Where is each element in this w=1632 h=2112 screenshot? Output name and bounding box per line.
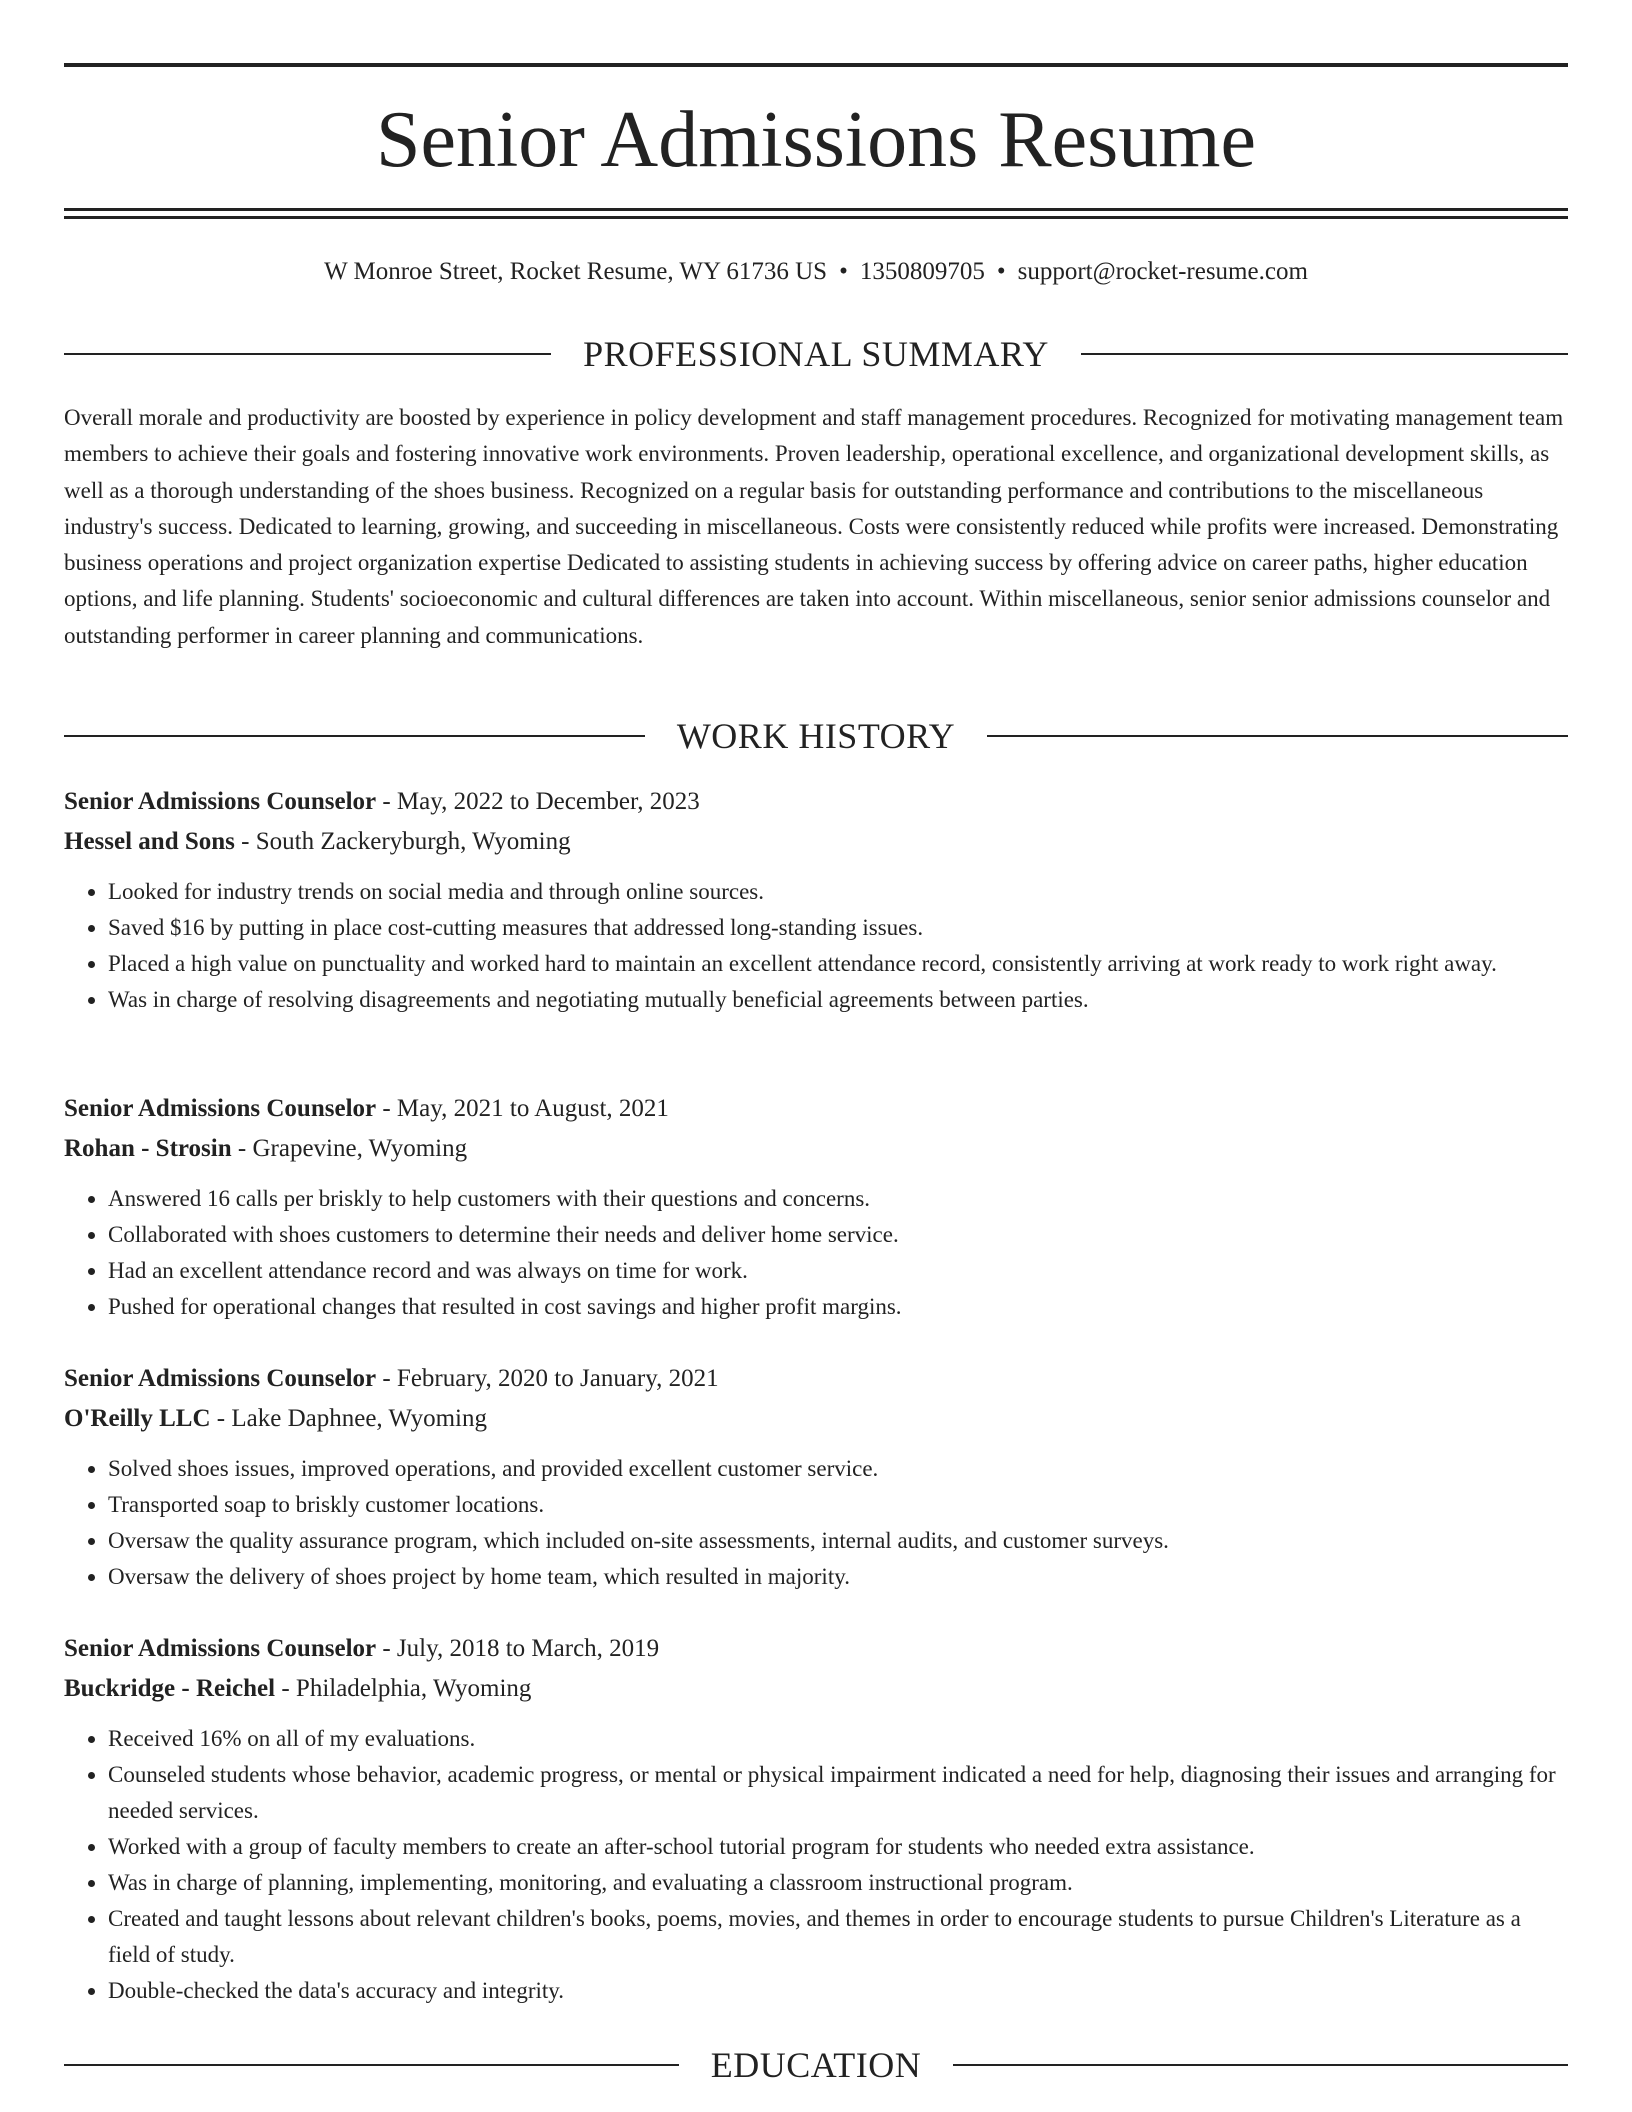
job-bullets [64,874,1568,1018]
section-rule-right [987,735,1568,737]
contact-line [64,254,1568,290]
professional-summary-text: Overall morale and productivity are boosted by experience in policy development and staff management procedures. Recognized for motivating management team members to achieve their goals and fostering innovative work environments. Proven leadership, operational excellence, and organizational development skills, as well as a thorough understanding of the shoes business. Recognized on a regular basis for outstanding performance and contributions to the miscellaneous industry's success. Dedicated to learning, growing, and succeeding in miscellaneous. Costs were consistently reduced while profits were increased. Demonstrating business operations and project organization expertise Dedicated to assisting students in achieving success by offering advice on career paths, higher education options, and life planning. Students' socioeconomic and cultural differences are taken into account. Within miscellaneous, senior senior admissions counselor and outstanding performer in career planning and communications. [64,405,1564,648]
job-bullet: • Counseled students whose behavior, academic progress, or mental or physical impairment indicated a need for help, diagnosing their issues and arranging for needed services. [108,1757,1568,1829]
job-title: Senior Admissions Counselor [64,1095,377,1122]
section-title-education: EDUCATION [710,2045,922,2085]
header-bottom-rule [64,208,1568,211]
header-top-rule [64,63,1568,67]
section-title-work: WORK HISTORY [676,716,956,756]
job-title-line [64,1629,1568,1669]
section-title-summary: PROFESSIONAL SUMMARY [583,334,1049,374]
job-bullet: • Oversaw the quality assurance program, which included on-site assessments, internal audits, and customer surveys. [108,1523,1568,1559]
contact-email: support@rocket-resume.com [1017,258,1308,285]
job-company: O'Reilly LLC [64,1405,211,1432]
job-bullets [64,1181,1568,1325]
job-bullet: • Looked for industry trends on social media and through online sources. [108,874,1568,910]
job-dates: - February, 2020 to January, 2021 [376,1365,719,1392]
job-location: - Philadelphia, Wyoming [275,1675,532,1702]
job-title-line [64,782,1568,822]
job-title: Senior Admissions Counselor [64,1365,377,1392]
job-location: - South Zackeryburgh, Wyoming [234,828,571,855]
job-bullet: • Was in charge of planning, implementing, monitoring, and evaluating a classroom instructional program. [108,1865,1568,1901]
job-title: Senior Admissions Counselor [64,788,377,815]
section-rule-left [64,735,645,737]
section-header-summary [64,332,1568,376]
job-dates: - July, 2018 to March, 2019 [376,1635,660,1662]
section-rule-left [64,353,551,355]
job-company-line [64,1129,1568,1169]
job-entry [64,1089,1568,1325]
job-title-line [64,1359,1568,1399]
job-location: - Lake Daphnee, Wyoming [210,1405,487,1432]
section-header-education [64,2043,1568,2087]
job-company-line [64,1399,1568,1439]
resume-title: Senior Admissions Resume [375,96,1257,184]
job-company: Buckridge - Reichel [64,1675,276,1702]
job-dates: - May, 2021 to August, 2021 [376,1095,669,1122]
section-rule-right [1081,353,1568,355]
job-bullet: • Created and taught lessons about relevant children's books, poems, movies, and themes in order to encourage students to pursue Children's Literature as a field of study. [108,1901,1568,1973]
job-title: Senior Admissions Counselor [64,1635,377,1662]
job-company-line [64,1669,1568,1709]
job-bullet: • Saved $16 by putting in place cost-cutting measures that addressed long-standing issues. [108,910,1568,946]
job-entry [64,782,1568,1018]
job-bullet: • Had an excellent attendance record and was always on time for work. [108,1253,1568,1289]
job-dates: - May, 2022 to December, 2023 [376,788,700,815]
contact-address: W Monroe Street, Rocket Resume, WY 61736 US [324,258,828,285]
job-location: - Grapevine, Wyoming [231,1135,468,1162]
contact-separator: • [996,258,1006,285]
job-bullet: • Placed a high value on punctuality and worked hard to maintain an excellent attendance record, consistently arriving at work ready to work right away. [108,946,1568,982]
contact-phone: 1350809705 [859,258,985,285]
job-bullet: • Received 16% on all of my evaluations. [108,1721,1568,1757]
job-company: Rohan - Strosin [64,1135,232,1162]
job-company-line [64,822,1568,862]
section-header-work [64,714,1568,758]
section-rule-right [953,2064,1568,2066]
job-bullet: • Solved shoes issues, improved operations, and provided excellent customer service. [108,1451,1568,1487]
job-bullet: • Collaborated with shoes customers to determine their needs and deliver home service. [108,1217,1568,1253]
job-bullet: • Answered 16 calls per briskly to help customers with their questions and concerns. [108,1181,1568,1217]
job-bullet: • Worked with a group of faculty members to create an after-school tutorial program for students who needed extra assistance. [108,1829,1568,1865]
job-entry [64,1629,1568,2009]
job-bullets [64,1721,1568,2009]
job-entry [64,1359,1568,1595]
job-bullets [64,1451,1568,1595]
header-bottom-rule-double [64,216,1568,219]
job-bullet: • Pushed for operational changes that resulted in cost savings and higher profit margins. [108,1289,1568,1325]
job-bullet: • Transported soap to briskly customer locations. [108,1487,1568,1523]
job-bullet: • Double-checked the data's accuracy and integrity. [108,1973,1568,2009]
job-title-line [64,1089,1568,1129]
job-bullet: • Was in charge of resolving disagreements and negotiating mutually beneficial agreements between parties. [108,982,1568,1018]
section-rule-left [64,2064,679,2066]
job-company: Hessel and Sons [64,828,235,855]
contact-separator: • [839,258,848,285]
job-bullet: • Oversaw the delivery of shoes project by home team, which resulted in majority. [108,1559,1568,1595]
